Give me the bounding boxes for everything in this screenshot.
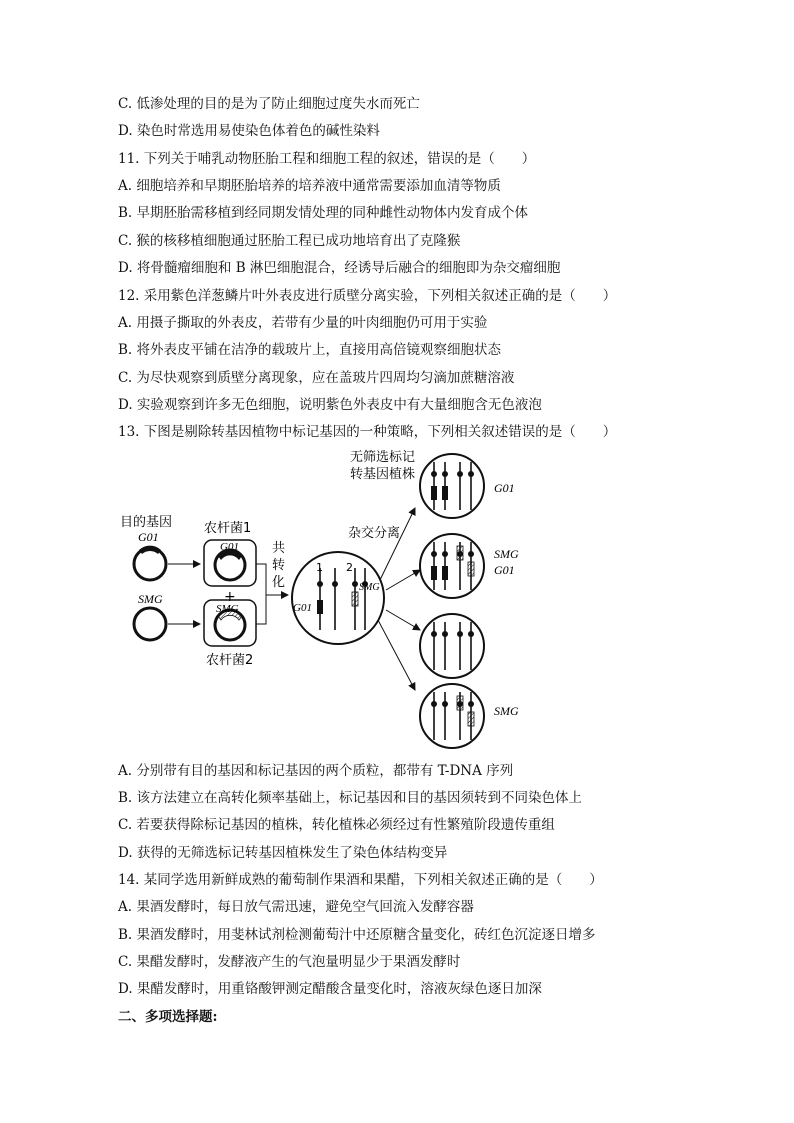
option-12a: A. 用摄子撕取的外表皮，若带有少量的叶肉细胞仍可用于实验 [118,315,488,331]
option-10d: D. 染色时常选用易使染色体着色的碱性染料 [118,123,380,139]
marker-free-label-1: 无筛选标记 [350,450,416,465]
option-14b: B. 果酒发酵时，用斐林试剂检测葡萄汁中还原糖含量变化，砖红色沉淀逐日增多 [118,927,596,943]
chrom-2-label: 2 [346,561,353,574]
arrow-outcome-2 [386,570,420,590]
marker-free-label-2: 转基因植株 [350,467,416,482]
co-transform-2: 转 [272,558,286,573]
option-12b: B. 将外表皮平铺在洁净的载玻片上，直接用高倍镜观察细胞状态 [118,342,502,358]
option-11c: C. 猴的核移植细胞通过胚胎工程已成功地培育出了克隆猴 [118,233,461,249]
g01-label-agro1: G01 [220,541,239,553]
g01-plasmid [134,546,166,580]
option-13b: B. 该方法建立在高转化频率基础上，标记基因和目的基因须转到不同染色体上 [118,790,583,806]
g01-label-left: G01 [138,530,159,544]
option-14c: C. 果醋发酵时，发酵液产生的气泡量明显少于果酒发酵时 [118,954,461,970]
merge-bracket [256,564,266,624]
plus-sign: + [224,589,236,605]
option-14d: D. 果醋发酵时，用重铬酸钾测定醋酸含量变化时，溶液灰绿色逐日加深 [118,981,542,997]
arrow-outcome-3 [386,610,420,630]
section-title: 二、多项选择题: [118,1009,218,1025]
gene-removal-diagram [110,440,550,755]
co-transform-3: 化 [272,575,286,590]
option-12d: D. 实验观察到许多无色细胞，说明紫色外表皮中有大量细胞含无色液泡 [118,397,542,413]
question-11: 11. 下列关于哺乳动物胚胎工程和细胞工程的叙述，错误的是（ ） [118,151,536,167]
option-11b: B. 早期胚胎需移植到经同期发情处理的同种雌性动物体内发育成个体 [118,205,529,221]
question-14: 14. 某同学选用新鲜成熟的葡萄制作果酒和果醋，下列相关叙述正确的是（ ） [118,872,603,888]
outcome-1-label: G01 [494,481,515,495]
agro2-label: 农杆菌2 [206,653,254,668]
option-12c: C. 为尽快观察到质壁分离现象，应在盖玻片四周均匀滴加蔗糖溶液 [118,370,515,386]
outcome-cell-none [420,614,484,678]
outcome-4-label: SMG [494,704,519,718]
option-13d: D. 获得的无筛选标记转基因植株发生了染色体结构变异 [118,845,448,861]
option-10c: C. 低渗处理的目的是为了防止细胞过度失水而死亡 [118,96,420,112]
smg-label-agro2: SMG [216,603,239,615]
outcome-cell-g01 [420,454,484,518]
agro1-label: 农杆菌1 [204,521,252,536]
outcome-2-label-g01: G01 [494,563,515,577]
outcome-cell-smg-g01 [420,534,484,598]
outcome-2-label-smg: SMG [494,547,519,561]
target-gene-label: 目的基因 [120,515,173,530]
question-12: 12. 采用紫色洋葱鳞片叶外表皮进行质壁分离实验，下列相关叙述正确的是（ ） [118,288,617,304]
option-11a: A. 细胞培养和早期胚胎培养的培养液中通常需要添加血清等物质 [118,178,501,194]
option-13c: C. 若要获得除标记基因的植株，转化植株必须经过有性繁殖阶段遗传重组 [118,817,555,833]
question-13: 13. 下图是剔除转基因植物中标记基因的一种策略，下列相关叙述错误的是（ ） [118,424,617,440]
smg-label-left: SMG [138,592,163,606]
smg-label-cell: SMG [359,582,380,593]
arrow-outcome-1 [380,508,415,580]
option-13a: A. 分别带有目的基因和标记基因的两个质粒，都带有 T-DNA 序列 [118,763,514,779]
outcome-cell-smg [420,684,484,748]
option-11d: D. 将骨髓瘤细胞和 B 淋巴细胞混合，经诱导后融合的细胞即为杂交瘤细胞 [118,260,561,276]
g01-label-cell: G01 [293,602,312,614]
chrom-1-label: 1 [316,561,323,574]
transformed-cell [292,552,384,644]
cross-separation-label: 杂交分离 [348,526,401,541]
option-14a: A. 果酒发酵时，每日放气需迅速，避免空气回流入发酵容器 [118,899,474,915]
smg-plasmid [134,608,166,640]
co-transform-1: 共 [272,541,286,556]
arrow-outcome-4 [378,620,415,690]
